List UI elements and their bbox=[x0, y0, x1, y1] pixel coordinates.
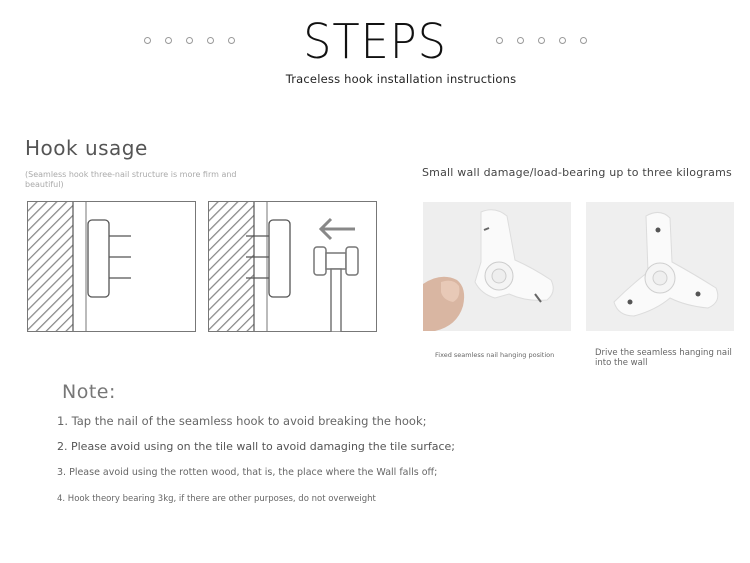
page-subtitle: Traceless hook installation instructions bbox=[285, 72, 517, 86]
note-item: 2. Please avoid using on the tile wall to avoid damaging the tile surface; bbox=[57, 440, 456, 453]
hook-photo-hand bbox=[423, 202, 571, 331]
hook-on-wall-diagram bbox=[27, 201, 196, 332]
hook-photo-wall-illustration bbox=[586, 202, 734, 331]
hook-photo-wall bbox=[586, 202, 734, 331]
photo-caption-drive: Drive the seamless hanging nail into the wall bbox=[595, 348, 732, 368]
note-title: Note: bbox=[62, 381, 116, 403]
page-title: STEPS bbox=[303, 14, 447, 70]
note-item: 3. Please avoid using the rotten wood, that is, the place where the Wall falls off; bbox=[57, 467, 438, 478]
note-item: 4. Hook theory bearing 3kg, if there are other purposes, do not overweight bbox=[57, 494, 376, 504]
photo-caption-fixed: Fixed seamless nail hanging position bbox=[435, 351, 555, 359]
wall-damage-heading: Small wall damage/load-bearing up to three kilograms bbox=[422, 166, 732, 179]
note-item: 1. Tap the nail of the seamless hook to avoid breaking the hook; bbox=[57, 414, 427, 428]
hook-usage-heading: Hook usage bbox=[25, 136, 148, 160]
hammer-install-diagram bbox=[208, 201, 378, 332]
hook-photo-hand-illustration bbox=[423, 202, 571, 331]
hook-usage-note: (Seamless hook three-nail structure is more firm and beautiful) bbox=[25, 170, 237, 189]
